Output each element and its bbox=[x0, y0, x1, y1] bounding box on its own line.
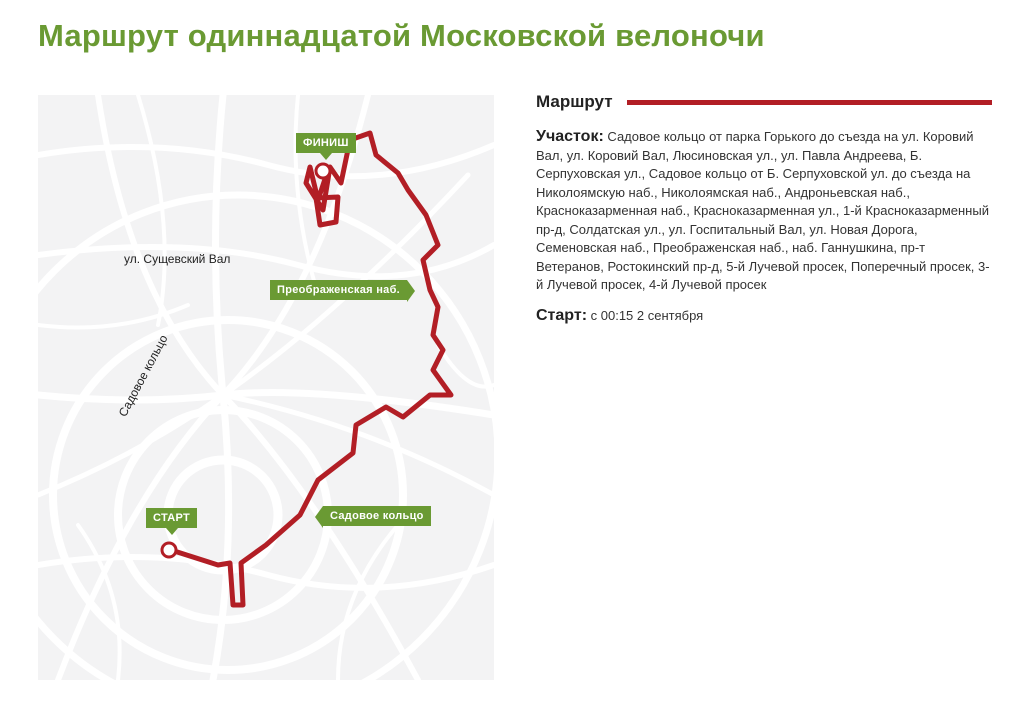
route-heading: Маршрут bbox=[536, 92, 613, 111]
route-segment bbox=[536, 128, 996, 295]
heading-rule bbox=[627, 100, 992, 105]
preobrazhenskaya-marker[interactable]: Преображенская наб. bbox=[270, 280, 407, 300]
route-start bbox=[536, 307, 996, 325]
segment-text: Садовое кольцо от парка Горького до съезда на ул. Коровий Вал, ул. Коровий Вал, Люсиновская ул., ул. Павла Андреева, Б. Серпуховская ул., Садовое кольцо от Б. Серпуховской ул. до съезда на Николоямскую наб., Николоямская наб., Андроньевская наб., Красноказарменная наб., Красноказарменная ул., 1-й Красноказарменный пр-д, Солдатская ул., ул. Госпитальный Вал, ул. Новая Дорога, Семеновская наб., Преображенская наб., наб. Ганнушкина, пр-т Ветеранов, Ростокинский пр-д, 5-й Лучевой просек, Поперечный просек, 3-й Лучевой просек, 4-й Лучевой просек bbox=[536, 129, 990, 292]
finish-marker[interactable]: ФИНИШ bbox=[296, 133, 356, 153]
street-label-sushchevsky: ул. Сущевский Вал bbox=[124, 252, 231, 266]
finish-point bbox=[316, 164, 330, 178]
start-marker[interactable]: СТАРТ bbox=[146, 508, 197, 528]
start-text: с 00:15 2 сентября bbox=[590, 307, 704, 323]
start-point bbox=[162, 543, 176, 557]
start-label: Старт: bbox=[536, 306, 588, 324]
sadovoe-marker[interactable]: Садовое кольцо bbox=[323, 506, 431, 526]
route-info bbox=[536, 88, 996, 325]
route-header bbox=[536, 88, 996, 116]
segment-label: Участок: bbox=[536, 128, 604, 145]
street-label-sadovoe-ring: Садовое кольцо bbox=[115, 332, 171, 419]
page-title: Маршрут одиннадцатой Московской велоночи bbox=[38, 18, 765, 53]
route-line bbox=[38, 95, 494, 680]
route-map[interactable] bbox=[38, 95, 494, 680]
